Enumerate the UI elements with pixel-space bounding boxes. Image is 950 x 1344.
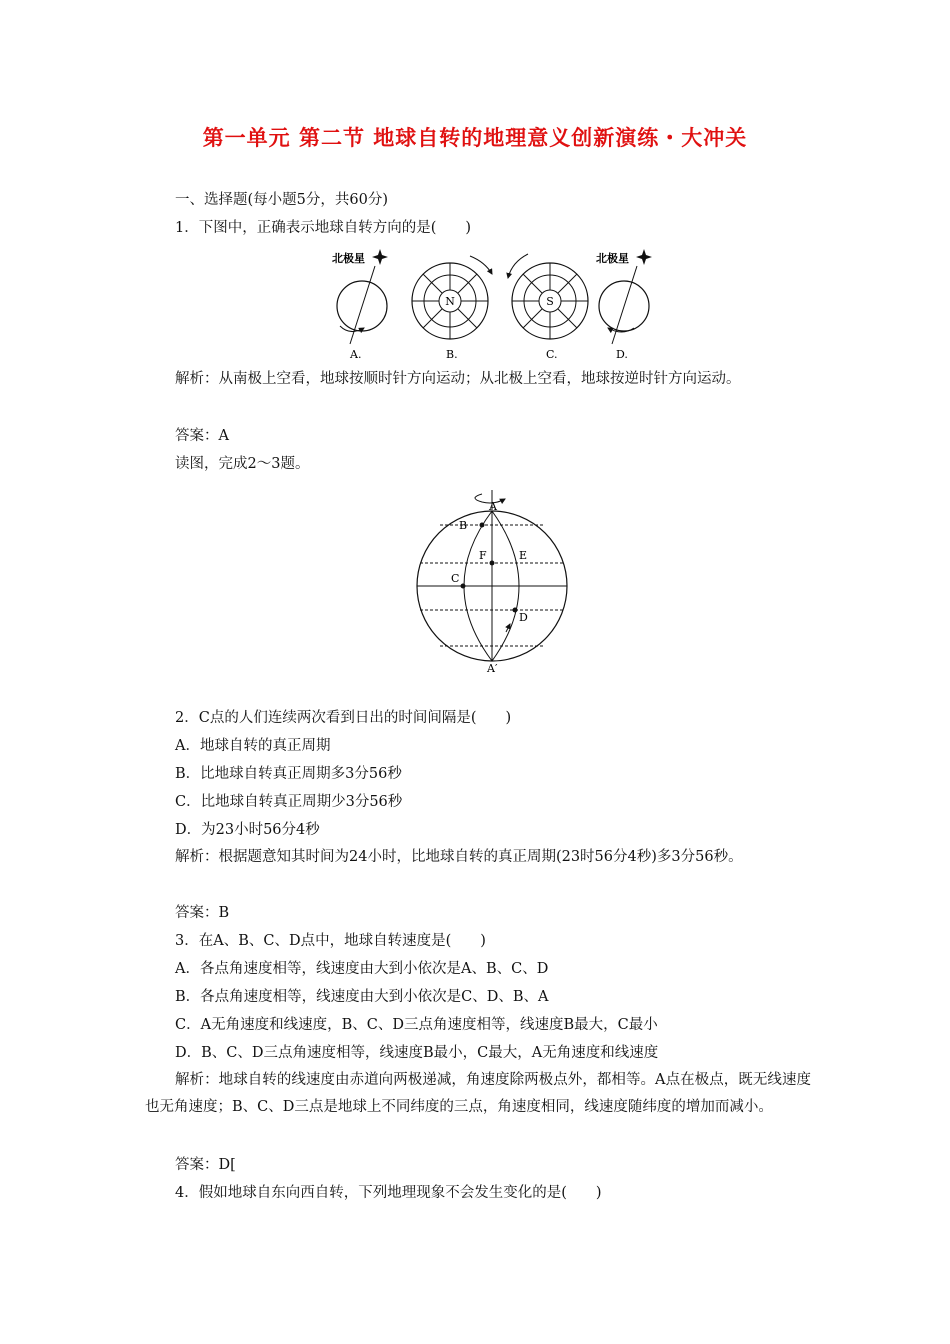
point-d-label: D [519,611,528,624]
question-1-answer: 答案：A [175,428,229,444]
option-b-label: B. [446,348,458,361]
polaris-label-a: 北极星 [332,252,365,265]
question-2-stem: 2．C点的人们连续两次看到日出的时间间隔是( ) [175,710,512,726]
question-1-figure [320,244,660,362]
question-1-analysis: 解析：从南极上空看，地球按顺时针方向运动；从北极上空看，地球按逆时针方向运动。 [175,371,741,387]
option-c-figure [508,254,588,361]
question-1-stem: 1．下图中，正确表示地球自转方向的是( ) [175,220,472,236]
option-c-label: C. [546,348,558,361]
point-b-label: B [459,519,468,532]
question-3-analysis: 解析：地球自转的线速度由赤道向两极递减，角速度除两极点外，都相等。A点在极点，既无线速度也无角速度；B、C、D三点是地球上不同纬度的三点，角速度相同，线速度随纬度的增加而减小。 [145,1072,811,1115]
option-d-figure [596,249,652,361]
question-4-stem: 4．假如地球自东向西自转，下列地理现象不会发生变化的是( ) [175,1185,602,1201]
question-2-answer: 答案：B [175,905,230,921]
question-3-option-b: B．各点角速度相等，线速度由大到小依次是C、D、B、A [175,989,549,1005]
point-f-label: F [479,549,487,562]
page-title: 第一单元 第二节 地球自转的地理意义创新演练・大冲关 [202,126,748,150]
option-a-figure [332,249,388,361]
question-2-option-c: C．比地球自转真正周期少3分56秒 [175,794,403,810]
question-2-option-d: D．为23小时56分4秒 [175,822,320,838]
question-2-option-a: A．地球自转的真正周期 [175,738,331,754]
polaris-star-icon-d [636,249,652,265]
question-3-option-a: A．各点角速度相等，线速度由大到小依次是A、B、C、D [175,961,549,977]
section-heading: 一、选择题(每小题5分，共60分) [175,192,388,208]
question-3-stem: 3．在A、B、C、D点中，地球自转速度是( ) [175,933,486,949]
question-3-option-d: D．B、C、D三点角速度相等，线速度B最小，C最大，A无角速度和线速度 [175,1045,659,1061]
point-a-label: A [489,500,497,513]
globe-figure [410,486,580,674]
south-pole-label: S [546,295,554,308]
polaris-label-d: 北极星 [596,252,629,265]
point-a-prime-label: A′ [487,662,498,674]
question-3-option-c: C．A无角速度和线速度，B、C、D三点角速度相等，线速度B最大，C最小 [175,1017,658,1033]
option-a-label: A. [350,348,362,361]
read-figure-prompt: 读图，完成2～3题。 [175,456,310,472]
option-d-label: D. [616,348,628,361]
question-3-answer: 答案：D[ [175,1157,236,1173]
polaris-star-icon-a [372,249,388,265]
option-b-figure [412,256,492,361]
question-2-option-b: B．比地球自转真正周期多3分56秒 [175,766,402,782]
point-c-label: C [451,572,460,585]
question-2-analysis: 解析：根据题意知其时间为24小时，比地球自转的真正周期(23时56分4秒)多3分56秒。 [175,849,743,865]
point-e-label: E [519,549,528,562]
north-pole-label: N [445,295,455,308]
